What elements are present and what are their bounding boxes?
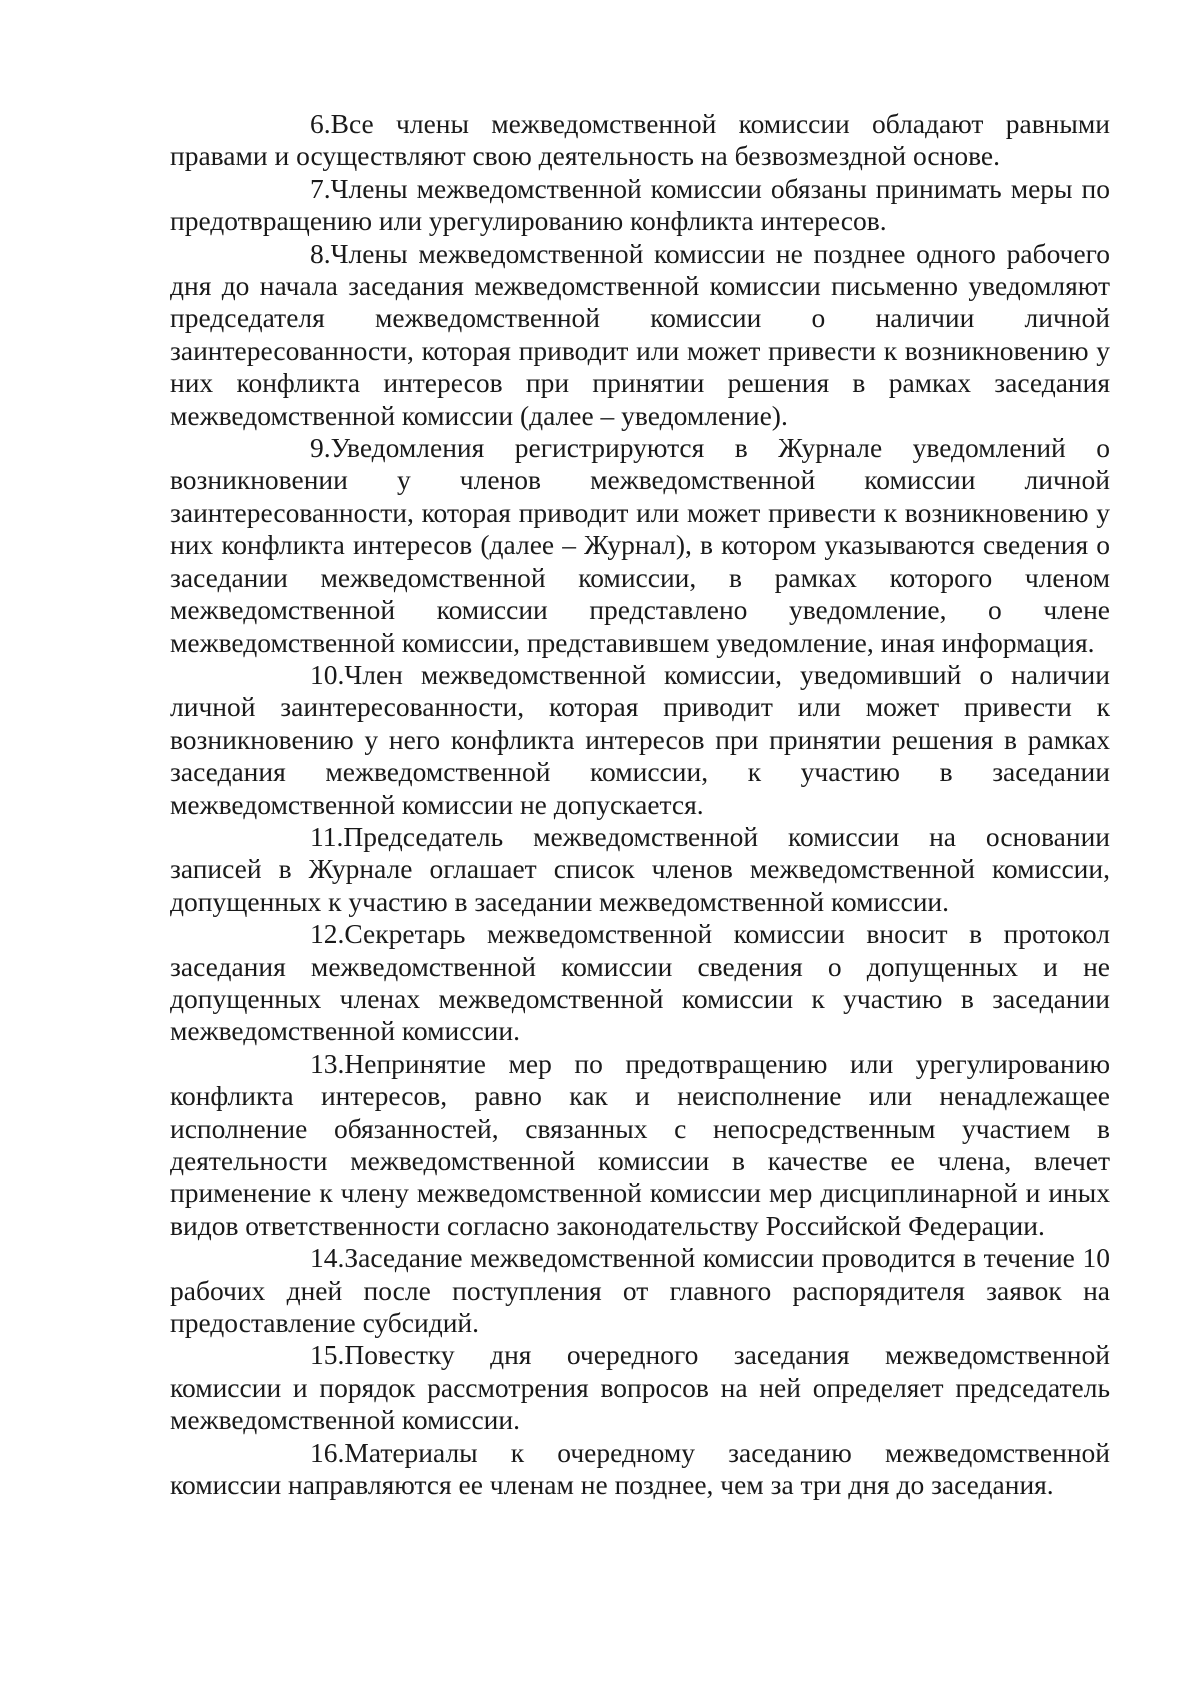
paragraph-number: 11. bbox=[310, 820, 344, 852]
paragraph-number: 6. bbox=[310, 108, 331, 139]
paragraph-number: 9. bbox=[310, 432, 331, 464]
paragraph-11 bbox=[170, 821, 1110, 918]
paragraph-text: Непринятие мер по предотвращению или урегулированию конфликта интересов, равно как и неисполнение или ненадлежащее исполнение обязанностей, связанных с непосредственным участием в деятельности межведомственной комиссии в качестве ее члена, влечет применение к члену межведомственной комиссии мер дисциплинарной и иных видов ответственности согласно законодательству Российской Федерации. bbox=[170, 1047, 1110, 1241]
document-page bbox=[170, 108, 1110, 1501]
paragraph-text: Заседание межведомственной комиссии проводится в течение 10 рабочих дней после поступления от главного распорядителя заявок на предоставление субсидий. bbox=[170, 1242, 1110, 1339]
paragraph-text: Повестку дня очередного заседания межведомственной комиссии и порядок рассмотрения вопросов на ней определяет председатель межведомственной комиссии. bbox=[170, 1339, 1110, 1436]
paragraph-number: 14. bbox=[310, 1242, 345, 1274]
paragraph-text: Все члены межведомственной комиссии обладают равными правами и осуществляют свою деятельность на безвозмездной основе. bbox=[170, 108, 1110, 172]
paragraph-text: Члены межведомственной комиссии обязаны принимать меры по предотвращению или урегулированию конфликта интересов. bbox=[170, 172, 1110, 237]
paragraph-9 bbox=[170, 432, 1110, 659]
paragraph-16 bbox=[170, 1437, 1110, 1502]
paragraph-text: Председатель межведомственной комиссии на основании записей в Журнале оглашает список членов межведомственной комиссии, допущенных к участию в заседании межведомственной комиссии. bbox=[170, 820, 1110, 917]
paragraph-14 bbox=[170, 1242, 1110, 1339]
paragraph-text: Материалы к очередному заседанию межведомственной комиссии направляются ее членам не позднее, чем за три дня до заседания. bbox=[170, 1436, 1110, 1501]
paragraph-number: 7. bbox=[310, 172, 331, 204]
paragraph-number: 16. bbox=[310, 1436, 345, 1468]
paragraph-8 bbox=[170, 238, 1110, 432]
paragraph-text: Секретарь межведомственной комиссии вносит в протокол заседания межведомственной комиссии сведения о допущенных и не допущенных членах межведомственной комиссии к участию в заседании межведомственной комиссии. bbox=[170, 918, 1110, 1047]
paragraph-number: 13. bbox=[310, 1047, 345, 1079]
paragraph-text: Уведомления регистрируются в Журнале уведомлений о возникновении у членов межведомственной комиссии личной заинтересованности, которая приводит или может привести к возникновению у них конфликта интересов (далее – Журнал), в котором указываются сведения о заседании межведомственной комиссии, в рамках которого членом межведомственной комиссии представлено уведомление, о члене межведомственной комиссии, представившем уведомление, иная информация. bbox=[170, 432, 1110, 658]
paragraph-13 bbox=[170, 1048, 1110, 1242]
paragraph-number: 8. bbox=[310, 237, 331, 269]
paragraph-10 bbox=[170, 659, 1110, 821]
paragraph-7 bbox=[170, 173, 1110, 238]
paragraph-6 bbox=[170, 108, 1110, 173]
paragraph-text: Члены межведомственной комиссии не позднее одного рабочего дня до начала заседания межведомственной комиссии письменно уведомляют председателя межведомственной комиссии о наличии личной заинтересованности, которая приводит или может привести к возникновению у них конфликта интересов при принятии решения в рамках заседания межведомственной комиссии (далее – уведомление). bbox=[170, 237, 1110, 431]
paragraph-number: 10. bbox=[310, 658, 345, 690]
paragraph-12 bbox=[170, 918, 1110, 1048]
paragraph-number: 15. bbox=[310, 1339, 345, 1371]
paragraph-text: Член межведомственной комиссии, уведомивший о наличии личной заинтересованности, которая приводит или может привести к возникновению у него конфликта интересов при принятии решения в рамках заседания межведомственной комиссии, к участию в заседании межведомственной комиссии не допускается. bbox=[170, 658, 1110, 820]
paragraph-15 bbox=[170, 1339, 1110, 1436]
paragraph-number: 12. bbox=[310, 918, 345, 950]
